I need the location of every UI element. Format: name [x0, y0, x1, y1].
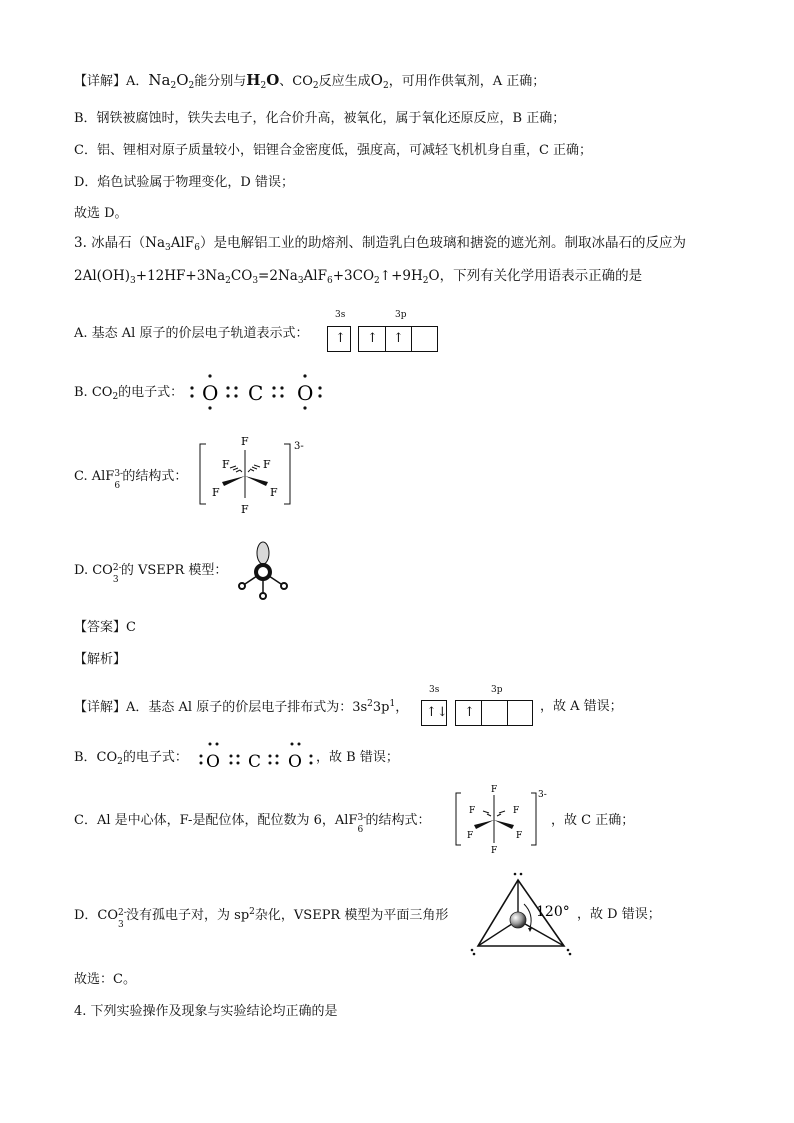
orbital-3s-box [421, 700, 447, 726]
option-c-text: C. AlF 3- 6 的结构式： [74, 469, 188, 491]
option-c-octahedral-structure [200, 432, 310, 518]
oxygen-atom-label: O [202, 381, 219, 405]
carbon-atom-label: C [248, 752, 262, 772]
angle-label: 120° [536, 904, 570, 920]
oxygen-atom-label: O [206, 752, 220, 772]
fluorine-atom-label: F [516, 831, 523, 841]
option-b-text: B. $CO_2$的电子式： [74, 385, 184, 402]
fluorine-atom-label: F [270, 486, 278, 499]
choose-line-1: 故选 D。 [74, 206, 128, 221]
choose-line-2: 故选：C。 [74, 972, 136, 987]
q3-equation: $2Al(OH)_3+12HF+3Na_2CO_3=2Na_3AlF_6+3CO_2↑+9H_2O$，下列有关化学用语表示正确的是 [74, 268, 643, 286]
option-d-text: D. CO 2- 3 的 VSEPR 模型： [74, 563, 228, 585]
fluorine-atom-label: F [222, 458, 230, 471]
option-b-lewis-structure [188, 370, 328, 410]
answer-c-octahedral-structure [456, 783, 556, 855]
answer-b-text: B．$CO_2$的电子式： [74, 750, 188, 767]
orbital-3p-box [358, 326, 438, 352]
fluorine-atom-label: F [491, 785, 498, 795]
detail-d-line: D．焰色试验属于物理变化，D 错误； [74, 175, 294, 190]
up-arrow-icon: ↑ [464, 705, 475, 720]
answer-d-text: D．CO 2- 3 没有孤电子对，为 $sp^2$杂化，VSEPR 模型为平面三角形 [74, 907, 449, 930]
answer-c-conclusion: ，故 C 正确； [551, 813, 635, 828]
fluorine-atom-label: F [241, 435, 249, 448]
orbital-3s-label: 3s [429, 685, 440, 695]
answer-a-conclusion: ，故 A 错误； [540, 699, 623, 714]
detail-b-line: B．钢铁被腐蚀时，铁失去电子，化合价升高，被氧化，属于氧化还原反应，B 正确； [74, 111, 566, 126]
orbital-3p-box [455, 700, 533, 726]
answer-b-conclusion: ，故 B 错误； [316, 750, 399, 765]
up-arrow-icon: ↑ [335, 331, 346, 346]
analysis-label: 【解析】 [74, 652, 127, 667]
answer-c-text: C．Al 是中心体，F-是配位体，配位数为 6，AlF 3- 6 的结构式： [74, 813, 431, 835]
answer-label: 【答案】C [74, 620, 136, 635]
up-arrow-icon: ↑ [393, 331, 404, 346]
fluorine-atom-label: F [263, 458, 271, 471]
detail-a-line: 【详解】A．$Na_2O_2$能分别与$H_2O$、$CO_2$反应生成$O_2$，可用作供氧剂，A 正确； [74, 71, 546, 91]
charge-label: 3- [538, 790, 547, 800]
fluorine-atom-label: F [469, 806, 476, 816]
up-down-arrow-icon: ↑↓ [426, 705, 448, 720]
q3-line-1: 3. 冰晶石$(Na_3AlF_6)$是电解铝工业的助熔剂、制造乳白色玻璃和搪瓷的遮光剂。制取冰晶石的反应为 [74, 235, 686, 253]
option-d-vsepr-model-icon [236, 540, 290, 602]
up-arrow-icon: ↑ [367, 331, 378, 346]
detail-c-line: C．铝、锂相对原子质量较小，铝锂合金密度低，强度高，可减轻飞机机身自重，C 正确； [74, 143, 593, 158]
answer-d-conclusion: ，故 D 错误； [577, 907, 661, 922]
orbital-3p-label: 3p [491, 685, 503, 695]
fluorine-atom-label: F [467, 831, 474, 841]
fluorine-atom-label: F [513, 806, 520, 816]
charge-label: 3- [294, 441, 304, 452]
answer-d-trigonal-planar-diagram [470, 870, 580, 956]
orbital-3p-label: 3p [395, 310, 407, 320]
answer-b-lewis-structure [198, 740, 318, 774]
carbon-atom-label: C [248, 381, 264, 405]
fluorine-atom-label: F [212, 486, 220, 499]
orbital-3s-box [327, 326, 351, 352]
option-a-text: A. 基态 Al 原子的价层电子轨道表示式： [74, 326, 309, 341]
answer-a-text: 【详解】A．基态 Al 原子的价层电子排布式为：$3s^23p^1$， [74, 699, 409, 715]
orbital-3s-label: 3s [335, 310, 346, 320]
fluorine-atom-label: F [241, 503, 249, 516]
question-4-line: 4. 下列实验操作及现象与实验结论均正确的是 [74, 1004, 338, 1019]
oxygen-atom-label: O [297, 381, 314, 405]
fluorine-atom-label: F [491, 846, 498, 856]
oxygen-atom-label: O [288, 752, 302, 772]
